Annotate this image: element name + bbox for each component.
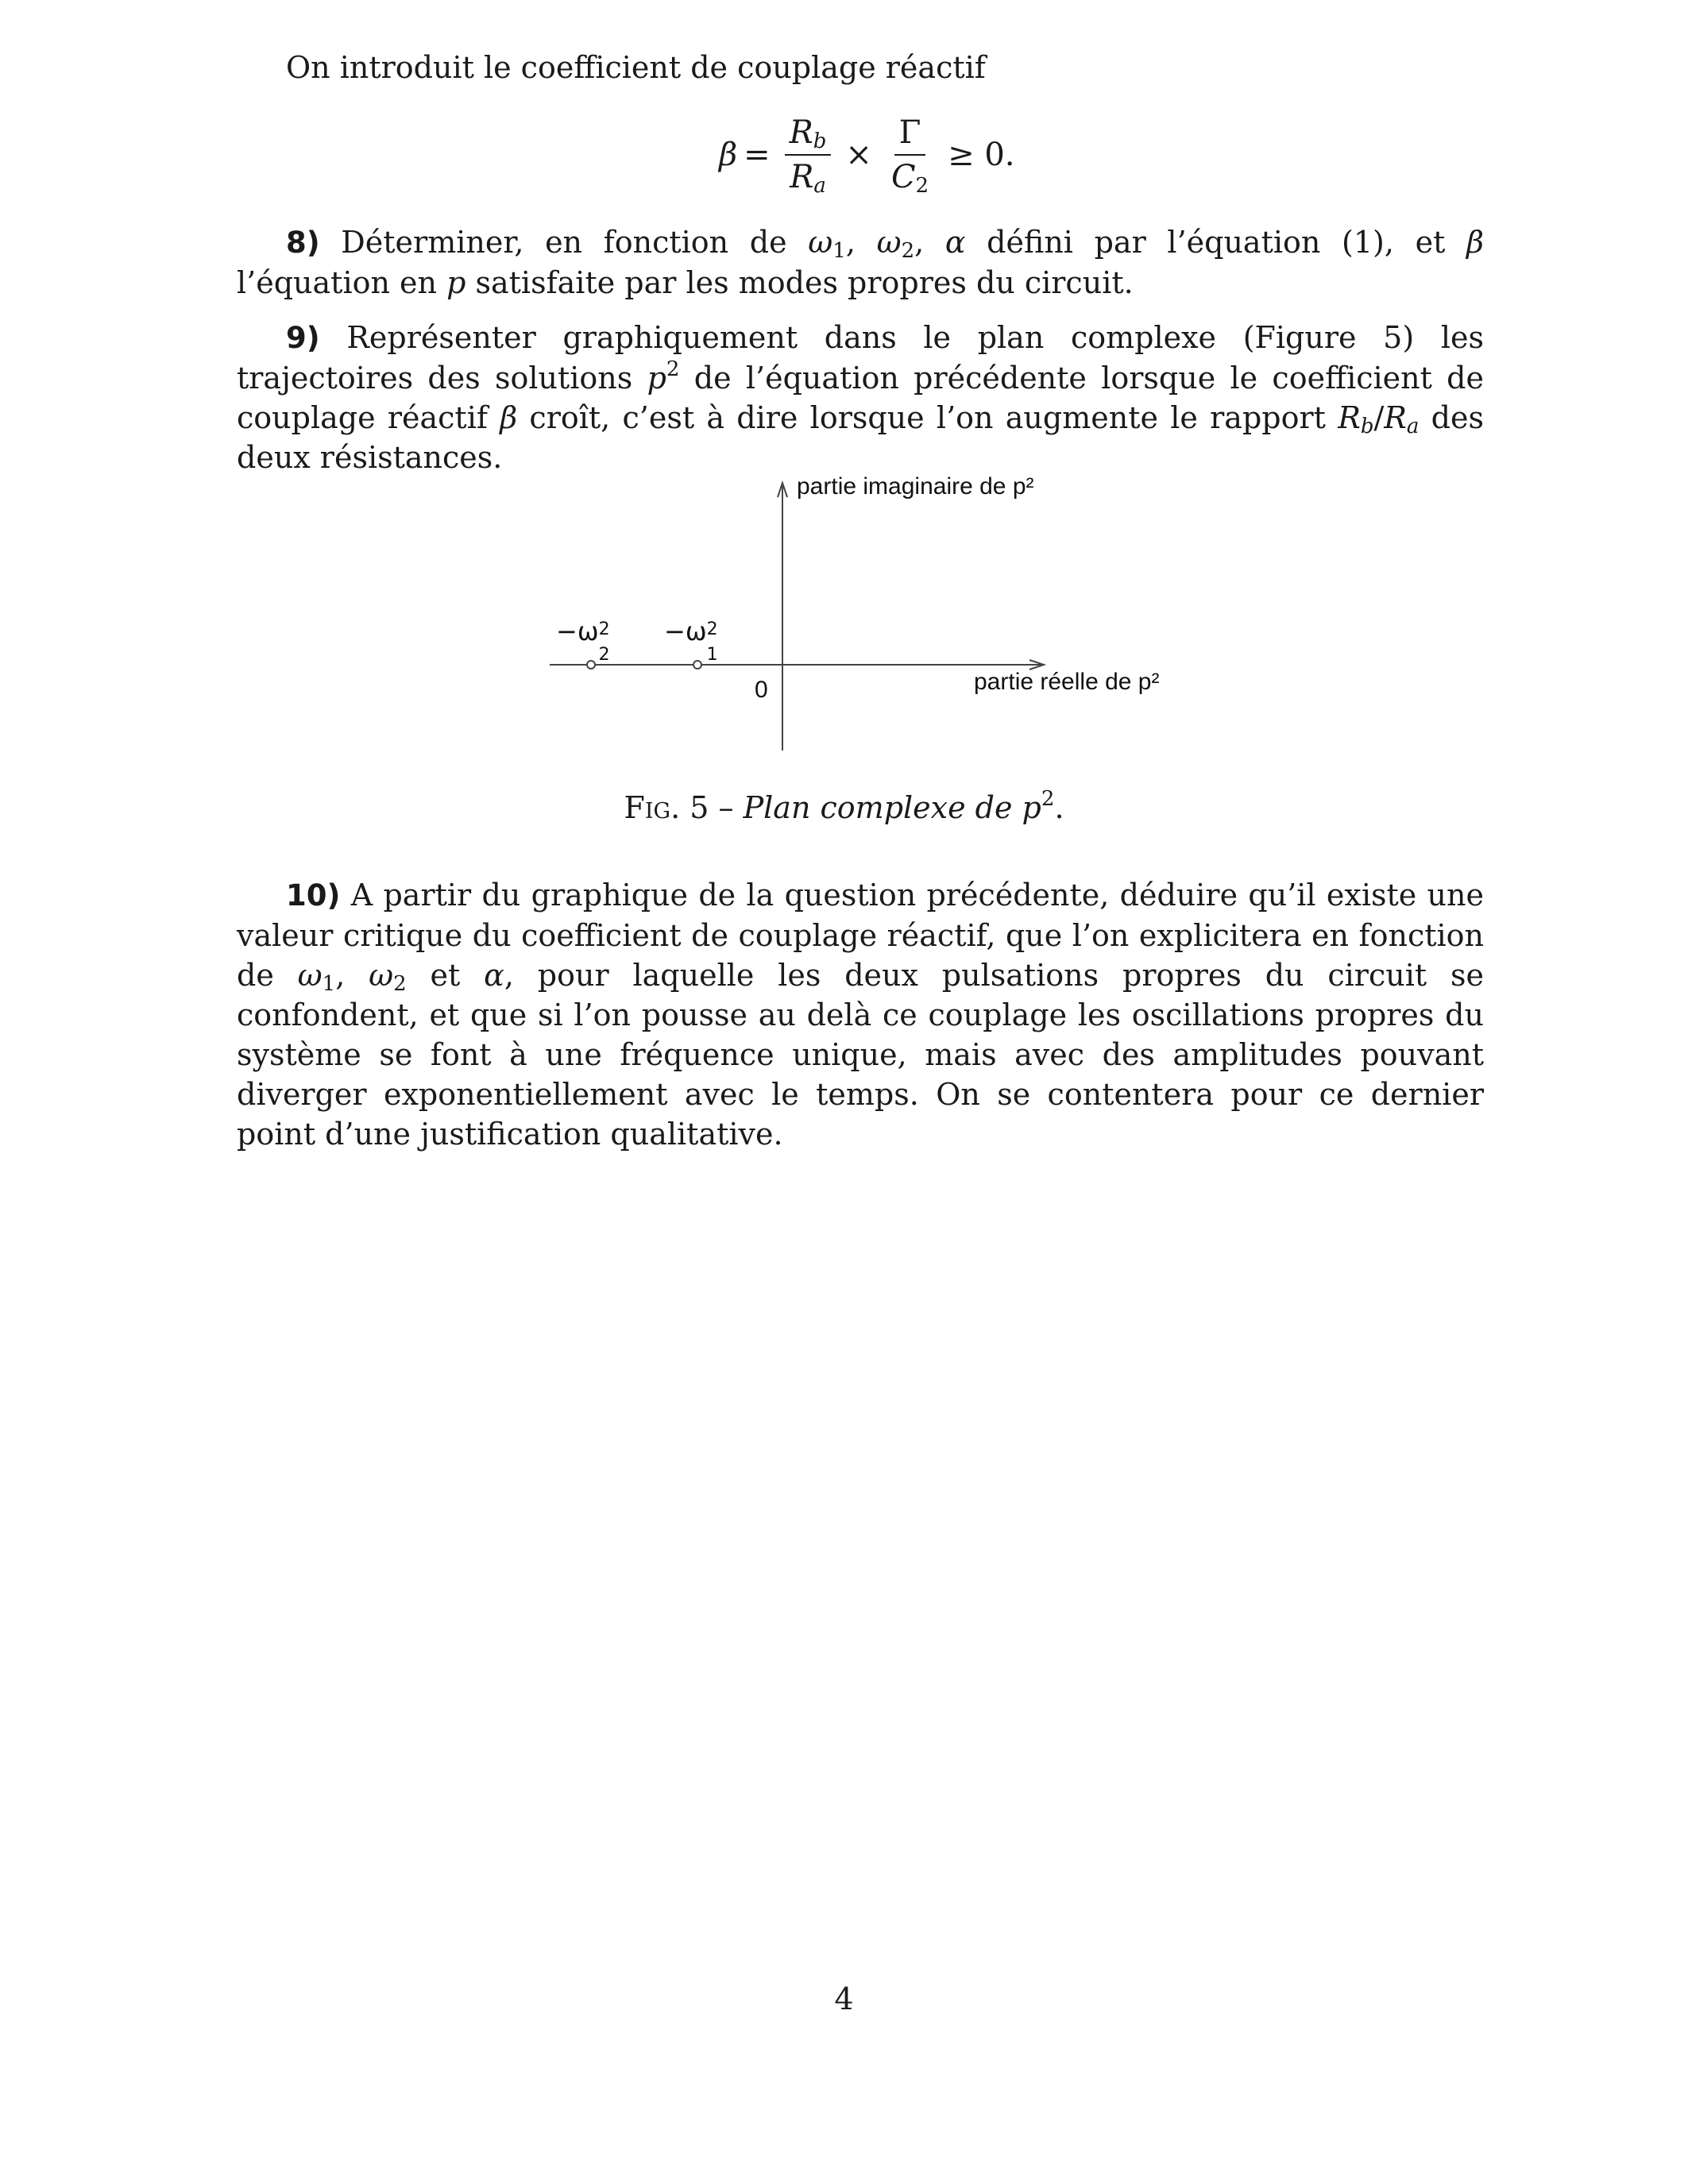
q8-beta: β <box>1466 225 1484 260</box>
q8-text-3: , <box>914 225 945 260</box>
point-minus-omega1-squared <box>693 661 701 669</box>
omega2-label-sub: 2 <box>598 645 610 665</box>
omega2-label-base: −ω <box>556 616 599 646</box>
q8-p: p <box>446 265 466 300</box>
q8-text-4: défini par l’équation (1), et <box>965 225 1466 260</box>
q9-text-2: de l’équation précédente lorsque le coefficient de couplage réactif <box>237 361 1484 435</box>
omega1-label-sup: 2 <box>706 619 718 639</box>
figure-caption <box>0 787 1688 825</box>
q8-omega1-sub: 1 <box>832 239 846 263</box>
q10-alpha: α <box>484 958 504 993</box>
q9-beta: β <box>500 400 518 435</box>
q9-ra-sub: a <box>1406 415 1420 438</box>
q8-text-2: , <box>845 225 877 260</box>
label-minus-omega1-squared <box>664 616 718 665</box>
caption-number: 5 – <box>680 790 744 825</box>
q9-text-1: Représenter graphiquement dans le plan complexe (Figure 5) les trajectoires des solutions <box>237 320 1484 396</box>
intro-text: On introduit le coefficient de couplage réactif <box>286 50 986 85</box>
point-minus-omega2-squared <box>587 661 595 669</box>
q10-omega1-sub: 1 <box>322 972 336 996</box>
real-axis-label: partie réelle de p² <box>974 669 1160 695</box>
formula-times: × <box>845 137 872 173</box>
frac2-num: Γ <box>894 114 926 156</box>
q9-rb: R <box>1338 400 1361 435</box>
q10-omega2: ω <box>369 958 394 993</box>
question-9-number: 9) <box>286 321 320 355</box>
q8-omega2-sub: 2 <box>901 239 915 263</box>
origin-label: 0 <box>755 677 768 703</box>
frac2-den: C <box>890 159 916 195</box>
q9-slash: / <box>1373 400 1385 435</box>
q8-text-6: satisfaite par les modes propres du circuit. <box>465 265 1134 300</box>
q10-text-1: A partir du graphique de la question précédente, déduire qu’il existe une valeur critique du coefficient de couplage réactif, que l’on explicitera en fonction de <box>237 878 1484 993</box>
q10-omega2-sub: 2 <box>393 972 407 996</box>
formula-lhs: β <box>719 137 738 173</box>
imaginary-axis-label: partie imaginaire de p² <box>797 473 1034 500</box>
q9-p-sup: 2 <box>666 357 680 381</box>
q10-text-3: et <box>406 958 485 993</box>
q8-omega2: ω <box>876 225 902 260</box>
q8-alpha: α <box>944 225 966 260</box>
q9-ra: R <box>1384 400 1407 435</box>
question-8-number: 8) <box>286 226 320 260</box>
formula-equals: = <box>744 137 771 173</box>
question-10 <box>237 875 1484 1154</box>
omega1-label-sub: 1 <box>706 645 718 665</box>
q10-omega1: ω <box>297 958 323 993</box>
q8-text-1: Déterminer, en fonction de <box>319 225 809 260</box>
page-number: 4 <box>834 1981 854 2016</box>
caption-text: Plan complexe de p <box>743 790 1041 825</box>
frac1-den: R <box>790 159 814 195</box>
q8-text-5: l’équation en <box>237 265 447 300</box>
complex-plane-figure <box>0 0 1688 794</box>
caption-prefix: Fig. <box>624 790 681 825</box>
q10-text-4: , pour laquelle les deux pulsations propres du circuit se confondent, et que si l’on pousse au delà ce couplage les oscillations propres du système se font à une fréquence unique, mais avec des amplitudes pouvant diverger exponentiellement avec le temps. On se contentera pour ce dernier point d’une justification qualitative. <box>237 958 1484 1152</box>
caption-end: . <box>1054 790 1064 825</box>
q9-text-3: croît, c’est à dire lorsque l’on augmente le rapport <box>517 400 1338 435</box>
omega2-label-sup: 2 <box>598 619 610 639</box>
q9-p: p <box>647 361 666 396</box>
omega1-label-base: −ω <box>664 616 707 646</box>
label-minus-omega2-squared <box>556 616 610 665</box>
frac1-den-sub: a <box>813 174 826 198</box>
q8-omega1: ω <box>808 225 833 260</box>
formula-inequality: ≥ 0. <box>948 137 1015 173</box>
frac1-num: R <box>789 114 813 151</box>
caption-sup: 2 <box>1041 787 1055 811</box>
question-10-number: 10) <box>286 878 341 913</box>
q10-text-2: , <box>335 958 369 993</box>
frac1-num-sub: b <box>813 129 827 153</box>
frac2-den-sub: 2 <box>915 174 929 198</box>
q9-rb-sub: b <box>1360 415 1374 438</box>
q9-text-4: des deux résistances. <box>237 400 1484 475</box>
